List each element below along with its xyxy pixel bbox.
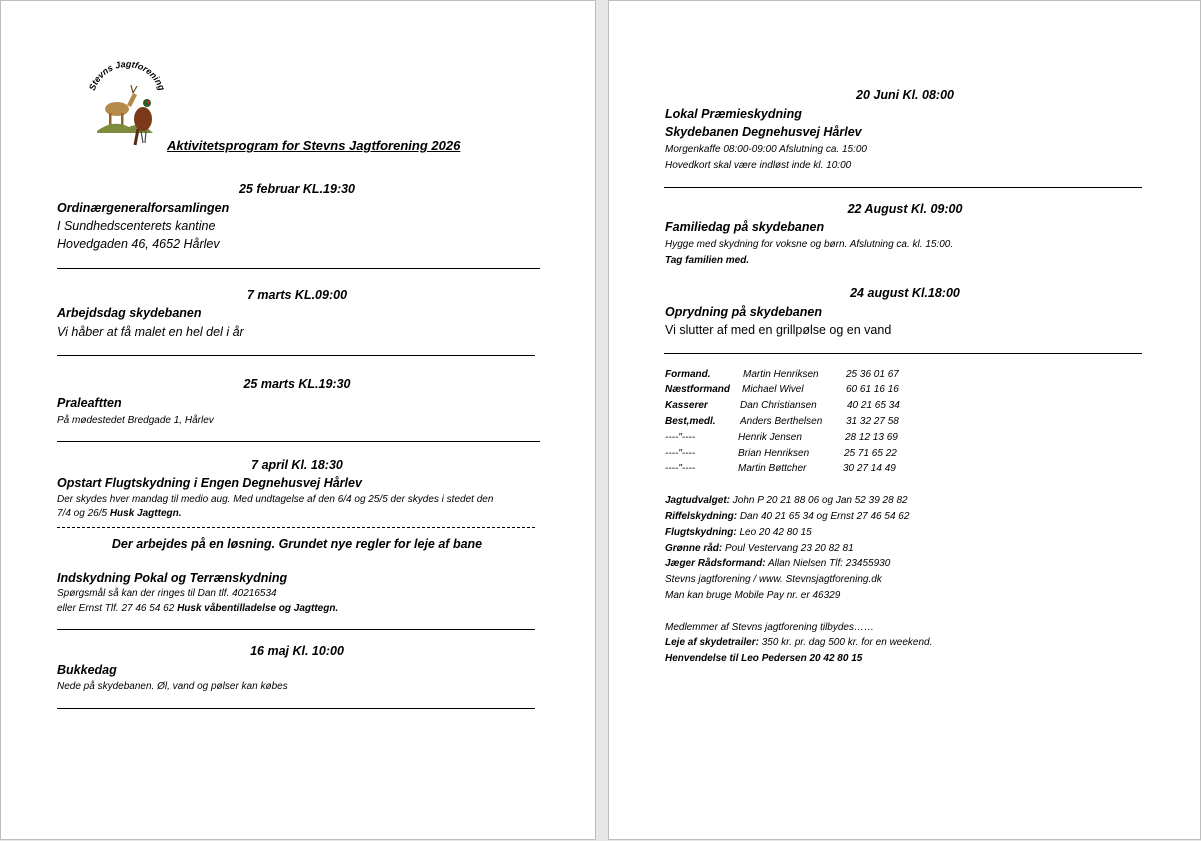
board-name: Brian Henriksen [738,448,810,459]
board-role: Næstformand [665,384,731,395]
event-detail-bold: Husk Jagttegn. [109,508,182,519]
club-logo [83,53,171,149]
divider [57,629,535,630]
page-right [608,0,1201,840]
event-detail: Der skydes hver mandag til medio aug. Med undtagelse af den 6/4 og 25/5 der skydes i stedet den [57,494,494,505]
board-name: Henrik Jensen [738,432,802,443]
indskydning-detail-text: eller Ernst Tlf. 27 46 54 62 [57,603,178,614]
event-detail-text: 7/4 og 26/5 [57,508,110,519]
event-detail: I Sundhedscenterets kantine [57,219,216,233]
board-name: Dan Christiansen [740,400,817,411]
committee-line [665,495,908,506]
divider [664,353,1142,354]
notice: Der arbejdes på en løsning. Grundet nye regler for leje af bane [111,537,483,551]
event-detail: Hovedkort skal være indløst inde kl. 10:00 [665,160,852,171]
event-date: 25 februar KL.19:30 [238,182,356,196]
event-title: Bukkedag [57,663,117,677]
committee-label: Riffelskydning: [665,511,738,522]
committee-label: Flugtskydning: [665,527,737,538]
event-title: Praleaftten [57,396,122,410]
indskydning-detail [57,603,338,614]
board-name: Michael Wivel [742,384,804,395]
board-name: Martin Henriksen [743,369,819,380]
board-name: Anders Berthelsen [740,416,823,427]
board-phone: 31 32 27 58 [846,416,899,427]
mobilepay-line: Man kan bruge Mobile Pay nr. er 46329 [665,590,841,601]
members-offer: Medlemmer af Stevns jagtforening tilbydes…… [665,622,874,633]
committee-text: Dan 40 21 65 34 og Ernst 27 46 54 62 [737,511,910,522]
divider [57,708,535,709]
board-name: Martin Bøttcher [738,463,807,474]
event-title: Arbejdsdag skydebanen [57,306,202,320]
committee-text: Poul Vestervang 23 20 82 81 [722,543,854,554]
event-detail [57,508,182,519]
program-heading: Aktivitetsprogram for Stevns Jagtforening 2026 [167,138,461,153]
event-detail: Hygge med skydning for voksne og børn. Afslutning ca. kl. 15:00. [665,239,954,250]
board-role: Best,medl. [665,416,716,427]
trailer-text: 350 kr. pr. dag 500 kr. for en weekend. [758,637,933,648]
board-phone: 40 21 65 34 [847,400,900,411]
event-detail: Morgenkaffe 08:00-09:00 Afslutning ca. 15:00 [665,144,867,155]
trailer-line [665,637,932,648]
committee-label: Jagtudvalget: [665,495,731,506]
committee-text: John P 20 21 88 06 og Jan 52 39 28 82 [730,495,908,506]
page-left [0,0,596,840]
event-date: 7 april Kl. 18:30 [251,458,343,472]
event-title: Oprydning på skydebanen [665,305,822,319]
event-date: 25 marts KL.19:30 [243,377,351,391]
trailer-label: Leje af skydetrailer: [665,637,759,648]
logo-text: Stevns Jagtforening [86,58,168,92]
committee-line [665,543,854,554]
event-title: Lokal Præmieskydning [665,107,802,121]
indskydning-title: Indskydning Pokal og Terrænskydning [57,571,288,585]
committee-line [665,558,890,569]
event-detail: Tag familien med. [665,255,750,266]
event-detail: Hovedgaden 46, 4652 Hårlev [57,237,220,251]
event-title: Opstart Flugtskydning i Engen Degnehusvej Hårlev [57,476,362,490]
event-detail: Vi slutter af med en grillpølse og en vand [665,323,892,337]
board-phone: 25 71 65 22 [844,448,897,459]
event-date: 16 maj Kl. 10:00 [250,644,344,658]
dashed-divider [57,527,535,528]
board-role: ----"---- [665,432,696,443]
website-line: Stevns jagtforening / www. Stevnsjagtforening.dk [665,574,882,585]
board-phone: 25 36 01 67 [846,369,899,380]
event-detail: Nede på skydebanen. Øl, vand og pølser kan købes [57,681,288,692]
board-role: Formand. [665,369,711,380]
contact-line: Henvendelse til Leo Pedersen 20 42 80 15 [665,653,863,664]
divider [57,268,540,269]
indskydning-detail-bold: Husk våbentilladelse og Jagttegn. [177,603,339,614]
event-date: 24 august Kl.18:00 [850,286,960,300]
event-title: Familiedag på skydebanen [665,220,825,234]
divider [57,355,535,356]
board-role: Kasserer [665,400,708,411]
board-phone: 60 61 16 16 [846,384,899,395]
event-date: 22 August Kl. 09:00 [847,202,963,216]
event-detail: På mødestedet Bredgade 1, Hårlev [57,415,214,426]
board-phone: 30 27 14 49 [843,463,896,474]
board-phone: 28 12 13 69 [845,432,898,443]
committee-line [665,527,812,538]
indskydning-detail: Spørgsmål så kan der ringes til Dan tlf. 40216534 [57,588,277,599]
committee-text: Leo 20 42 80 15 [736,527,812,538]
divider [664,187,1142,188]
board-role: ----"---- [665,463,696,474]
committee-label: Grønne råd: [665,543,723,554]
divider [57,441,540,442]
board-role: ----"---- [665,448,696,459]
event-subtitle: Skydebanen Degnehusvej Hårlev [665,125,862,139]
committee-line [665,511,909,522]
event-date: 20 Juni Kl. 08:00 [856,88,954,102]
event-date: 7 marts KL.09:00 [246,288,348,302]
event-detail: Vi håber at få malet en hel del i år [57,325,244,339]
committee-label: Jæger Rådsformand: [665,558,766,569]
event-title: Ordinærgeneralforsamlingen [57,201,230,215]
committee-text: Allan Nielsen Tlf: 23455930 [765,558,891,569]
